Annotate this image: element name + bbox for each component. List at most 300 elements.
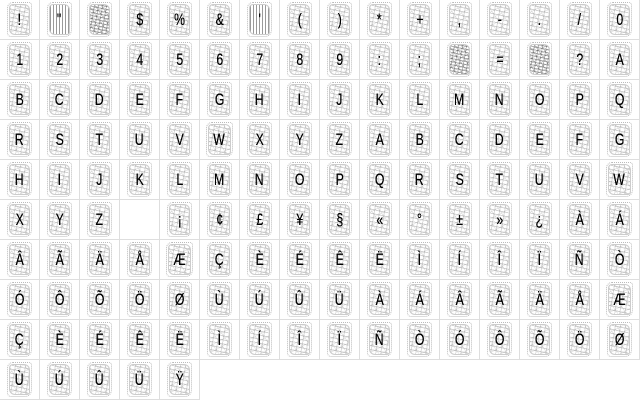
glyph-char: Ê xyxy=(135,330,144,349)
glyph-row xyxy=(0,280,640,320)
glyph-char: - xyxy=(497,10,502,29)
glyph-cell xyxy=(320,160,360,200)
glyph-block xyxy=(530,85,549,114)
glyph-cell xyxy=(120,240,160,280)
glyph-block xyxy=(530,45,549,74)
glyph-cell xyxy=(440,240,480,280)
glyph-block xyxy=(530,5,549,34)
glyph-char: Ô xyxy=(494,330,505,349)
glyph-row xyxy=(0,160,640,200)
glyph-char: I xyxy=(297,90,302,109)
glyph-char: W xyxy=(213,130,226,149)
glyph-cell xyxy=(80,280,120,320)
glyph-char: 7 xyxy=(256,50,263,69)
glyph-char: O xyxy=(294,170,305,189)
glyph-block xyxy=(410,85,429,114)
glyph-char: Í xyxy=(257,330,262,349)
glyph-char: Ø xyxy=(614,330,625,349)
glyph-char: 0 xyxy=(616,10,623,29)
glyph-cell xyxy=(160,120,200,160)
glyph-char: J xyxy=(96,170,103,189)
glyph-block xyxy=(90,125,109,154)
glyph-cell xyxy=(80,40,120,80)
glyph-char: P xyxy=(575,90,584,109)
glyph-char: ¢ xyxy=(216,210,223,229)
glyph-cell xyxy=(240,120,280,160)
glyph-block xyxy=(290,205,309,234)
glyph-char: À xyxy=(375,290,384,309)
glyph-cell xyxy=(560,80,600,120)
glyph-cell xyxy=(40,0,80,40)
glyph-block xyxy=(290,5,309,34)
glyph-char: É xyxy=(95,330,104,349)
glyph-row xyxy=(0,40,640,80)
glyph-cell xyxy=(440,0,480,40)
glyph-char: Õ xyxy=(534,330,545,349)
glyph-char: Î xyxy=(297,330,302,349)
glyph-cell xyxy=(0,0,40,40)
glyph-char: Ú xyxy=(55,370,64,389)
glyph-cell xyxy=(440,280,480,320)
glyph-char: 8 xyxy=(296,50,303,69)
glyph-block xyxy=(250,325,269,354)
glyph-cell xyxy=(360,160,400,200)
glyph-cell xyxy=(160,80,200,120)
glyph-block xyxy=(210,205,229,234)
glyph-block xyxy=(330,85,349,114)
glyph-cell xyxy=(40,360,80,400)
glyph-cell xyxy=(200,280,240,320)
glyph-block xyxy=(450,245,469,274)
glyph-block xyxy=(250,165,269,194)
glyph-char: Ÿ xyxy=(175,370,184,389)
glyph-cell xyxy=(240,280,280,320)
glyph-block xyxy=(450,285,469,314)
glyph-cell xyxy=(440,160,480,200)
glyph-block xyxy=(50,325,69,354)
glyph-cell xyxy=(80,200,120,240)
glyph-cell xyxy=(0,40,40,80)
glyph-block xyxy=(290,325,309,354)
glyph-char: V xyxy=(175,130,184,149)
glyph-block xyxy=(450,5,469,34)
glyph-block xyxy=(330,285,349,314)
glyph-char: & xyxy=(215,10,224,29)
glyph-cell xyxy=(280,120,320,160)
glyph-block xyxy=(50,165,69,194)
glyph-cell xyxy=(40,80,80,120)
glyph-cell xyxy=(200,120,240,160)
glyph-char: Ò xyxy=(414,330,425,349)
glyph-cell xyxy=(40,320,80,360)
glyph-char: Ó xyxy=(454,330,465,349)
glyph-char: £ xyxy=(256,210,263,229)
glyph-char: V xyxy=(575,170,584,189)
glyph-cell xyxy=(360,40,400,80)
glyph-char: Ö xyxy=(574,330,585,349)
glyph-char: Ü xyxy=(135,370,144,389)
glyph-char: I xyxy=(57,170,62,189)
glyph-char: G xyxy=(214,90,225,109)
glyph-char: Ì xyxy=(417,250,422,269)
glyph-char: § xyxy=(336,210,343,229)
glyph-block xyxy=(570,205,589,234)
glyph-cell xyxy=(440,80,480,120)
glyph-cell xyxy=(520,160,560,200)
glyph-block xyxy=(450,125,469,154)
glyph-cell xyxy=(40,240,80,280)
glyph-char: ¥ xyxy=(296,210,303,229)
glyph-cell xyxy=(600,200,640,240)
glyph-block xyxy=(609,165,629,194)
glyph-block xyxy=(610,325,629,354)
glyph-block xyxy=(490,245,509,274)
glyph-cell xyxy=(280,40,320,80)
glyph-block xyxy=(130,85,149,114)
glyph-cell xyxy=(160,240,200,280)
glyph-cell xyxy=(520,240,560,280)
glyph-cell xyxy=(280,0,320,40)
glyph-block xyxy=(210,45,229,74)
glyph-cell xyxy=(480,80,520,120)
glyph-block xyxy=(490,85,509,114)
empty-glyph-cell xyxy=(120,200,160,240)
glyph-cell xyxy=(160,360,200,400)
glyph-char: K xyxy=(135,170,144,189)
glyph-block xyxy=(10,165,29,194)
glyph-cell xyxy=(480,160,520,200)
glyph-block xyxy=(10,325,29,354)
glyph-cell xyxy=(320,280,360,320)
glyph-char: = xyxy=(495,50,504,69)
glyph-block xyxy=(370,165,389,194)
glyph-block xyxy=(330,205,349,234)
glyph-cell xyxy=(320,240,360,280)
glyph-block xyxy=(370,45,389,74)
glyph-block xyxy=(290,165,309,194)
glyph-cell xyxy=(320,200,360,240)
glyph-cell xyxy=(360,240,400,280)
glyph-cell xyxy=(440,120,480,160)
glyph-block xyxy=(610,245,629,274)
glyph-block xyxy=(530,165,549,194)
glyph-cell xyxy=(0,360,40,400)
glyph-char: ¡ xyxy=(177,210,182,229)
glyph-char: Á xyxy=(415,290,424,309)
glyph-block xyxy=(410,325,429,354)
glyph-cell xyxy=(480,0,520,40)
glyph-block xyxy=(490,165,509,194)
glyph-cell xyxy=(40,280,80,320)
glyph-block xyxy=(530,325,549,354)
glyph-block xyxy=(410,205,429,234)
glyph-block xyxy=(90,45,109,74)
glyph-cell xyxy=(120,160,160,200)
glyph-block xyxy=(210,285,229,314)
glyph-char: « xyxy=(376,210,383,229)
glyph-cell xyxy=(240,240,280,280)
glyph-cell xyxy=(560,40,600,80)
glyph-block xyxy=(250,285,269,314)
glyph-block xyxy=(490,325,509,354)
glyph-char: Ç xyxy=(215,250,224,269)
glyph-block xyxy=(170,325,189,354)
glyph-cell xyxy=(160,280,200,320)
glyph-char: Â xyxy=(455,290,464,309)
glyph-char: Ë xyxy=(175,330,184,349)
glyph-char: M xyxy=(454,90,465,109)
glyph-char: S xyxy=(55,130,64,149)
glyph-char: * xyxy=(377,10,382,29)
glyph-cell xyxy=(520,0,560,40)
glyph-block xyxy=(170,85,189,114)
glyph-cell xyxy=(520,280,560,320)
glyph-char: U xyxy=(135,130,144,149)
glyph-block xyxy=(330,325,349,354)
glyph-block xyxy=(370,205,389,234)
glyph-row xyxy=(0,360,640,400)
glyph-block xyxy=(10,365,29,394)
glyph-cell xyxy=(200,160,240,200)
glyph-block xyxy=(50,85,69,114)
glyph-char: Æ xyxy=(173,250,186,269)
glyph-block xyxy=(330,125,349,154)
glyph-cell xyxy=(80,160,120,200)
glyph-block xyxy=(530,205,549,234)
glyph-char: D xyxy=(495,130,504,149)
glyph-char: Ï xyxy=(337,330,342,349)
glyph-char: Y xyxy=(295,130,304,149)
glyph-block xyxy=(250,125,269,154)
glyph-char: F xyxy=(175,90,184,109)
glyph-cell xyxy=(0,160,40,200)
glyph-block xyxy=(570,245,589,274)
glyph-cell xyxy=(320,120,360,160)
glyph-cell xyxy=(80,360,120,400)
glyph-block xyxy=(370,245,389,274)
glyph-char: E xyxy=(135,90,144,109)
glyph-block xyxy=(490,285,509,314)
glyph-char: 4 xyxy=(136,50,143,69)
glyph-row xyxy=(0,200,640,240)
glyph-cell xyxy=(80,0,120,40)
glyph-cell xyxy=(480,120,520,160)
glyph-cell xyxy=(520,40,560,80)
glyph-block xyxy=(490,125,509,154)
glyph-char: ! xyxy=(17,10,22,29)
glyph-cell xyxy=(440,200,480,240)
glyph-cell xyxy=(160,320,200,360)
glyph-block xyxy=(50,245,69,274)
glyph-cell xyxy=(600,0,640,40)
glyph-block xyxy=(530,245,549,274)
glyph-cell xyxy=(480,240,520,280)
glyph-char: O xyxy=(534,90,545,109)
glyph-char: 3 xyxy=(96,50,103,69)
glyph-block xyxy=(170,125,189,154)
glyph-block xyxy=(50,205,69,234)
glyph-cell xyxy=(560,320,600,360)
glyph-block xyxy=(130,365,149,394)
glyph-block xyxy=(570,325,589,354)
glyph-char: À xyxy=(575,210,584,229)
glyph-cell xyxy=(360,200,400,240)
glyph-block xyxy=(370,5,389,34)
glyph-cell xyxy=(240,160,280,200)
glyph-block xyxy=(410,285,429,314)
glyph-cell xyxy=(360,320,400,360)
glyph-row xyxy=(0,320,640,360)
glyph-char: R xyxy=(15,130,24,149)
glyph-block xyxy=(130,245,149,274)
glyph-block xyxy=(490,5,509,34)
glyph-cell xyxy=(400,40,440,80)
glyph-char: D xyxy=(95,90,104,109)
glyph-block xyxy=(610,205,629,234)
glyph-cell xyxy=(280,200,320,240)
glyph-cell xyxy=(480,200,520,240)
glyph-char: : xyxy=(377,50,382,69)
glyph-block xyxy=(250,245,269,274)
glyph-cell xyxy=(400,280,440,320)
glyph-block xyxy=(50,5,69,34)
glyph-block xyxy=(490,45,509,74)
glyph-char: 5 xyxy=(176,50,183,69)
glyph-char: Ä xyxy=(535,290,544,309)
glyph-cell xyxy=(400,160,440,200)
glyph-cell xyxy=(120,320,160,360)
glyph-cell xyxy=(520,80,560,120)
glyph-char: Ú xyxy=(255,290,264,309)
glyph-block xyxy=(50,45,69,74)
glyph-block xyxy=(410,5,429,34)
glyph-char: T xyxy=(495,170,504,189)
glyph-char: Í xyxy=(457,250,462,269)
glyph-char: W xyxy=(613,170,626,189)
glyph-row xyxy=(0,240,640,280)
glyph-block xyxy=(330,5,349,34)
glyph-char: 9 xyxy=(336,50,343,69)
glyph-cell xyxy=(560,0,600,40)
glyph-cell xyxy=(80,120,120,160)
glyph-block xyxy=(90,325,109,354)
glyph-cell xyxy=(280,80,320,120)
glyph-block xyxy=(410,165,429,194)
glyph-block xyxy=(170,205,189,234)
glyph-cell xyxy=(320,40,360,80)
glyph-cell xyxy=(600,240,640,280)
glyph-block xyxy=(610,85,629,114)
glyph-cell xyxy=(240,200,280,240)
glyph-char: A xyxy=(615,50,624,69)
glyph-char: E xyxy=(535,130,544,149)
glyph-block xyxy=(450,165,469,194)
glyph-char: X xyxy=(15,210,24,229)
glyph-char: Ñ xyxy=(375,330,384,349)
glyph-block xyxy=(610,45,629,74)
glyph-cell xyxy=(160,200,200,240)
glyph-cell xyxy=(480,320,520,360)
glyph-cell xyxy=(400,240,440,280)
glyph-char: Å xyxy=(135,250,144,269)
glyph-char: Á xyxy=(615,210,624,229)
glyph-char: R xyxy=(415,170,424,189)
glyph-block xyxy=(130,325,149,354)
glyph-char: G xyxy=(614,130,625,149)
glyph-block xyxy=(10,205,29,234)
glyph-block xyxy=(10,245,29,274)
glyph-char: ' xyxy=(258,10,261,29)
glyph-char: ° xyxy=(417,210,422,229)
glyph-row xyxy=(0,120,640,160)
glyph-block xyxy=(570,45,589,74)
glyph-char: Q xyxy=(614,90,625,109)
glyph-block xyxy=(370,285,389,314)
glyph-cell xyxy=(200,40,240,80)
glyph-cell xyxy=(400,120,440,160)
glyph-char: Ñ xyxy=(575,250,584,269)
glyph-char: Q xyxy=(374,170,385,189)
glyph-block xyxy=(370,85,389,114)
glyph-char: " xyxy=(57,10,62,29)
glyph-cell xyxy=(560,200,600,240)
glyph-char: 6 xyxy=(216,50,223,69)
glyph-char: Â xyxy=(15,250,24,269)
glyph-cell xyxy=(160,40,200,80)
glyph-cell xyxy=(560,160,600,200)
glyph-cell xyxy=(360,280,400,320)
glyph-block xyxy=(170,45,189,74)
glyph-block xyxy=(10,45,29,74)
glyph-cell xyxy=(160,0,200,40)
glyph-char: Ã xyxy=(55,250,64,269)
glyph-block xyxy=(90,165,109,194)
glyph-block xyxy=(90,285,109,314)
glyph-cell xyxy=(240,0,280,40)
glyph-cell xyxy=(120,0,160,40)
glyph-cell xyxy=(440,40,480,80)
glyph-char: Ù xyxy=(215,290,224,309)
glyph-block xyxy=(410,125,429,154)
glyph-cell xyxy=(400,0,440,40)
glyph-block xyxy=(570,125,589,154)
glyph-cell xyxy=(560,240,600,280)
glyph-cell xyxy=(80,240,120,280)
glyph-char: Û xyxy=(295,290,304,309)
glyph-char: N xyxy=(255,170,264,189)
glyph-char: Î xyxy=(497,250,502,269)
glyph-char: H xyxy=(255,90,264,109)
glyph-block xyxy=(170,285,189,314)
glyph-cell xyxy=(360,0,400,40)
glyph-block xyxy=(130,165,149,194)
glyph-block xyxy=(610,125,629,154)
glyph-block xyxy=(169,245,190,274)
glyph-cell xyxy=(360,120,400,160)
glyph-char: Ò xyxy=(614,250,625,269)
glyph-block xyxy=(290,85,309,114)
glyph-block xyxy=(570,85,589,114)
glyph-char: A xyxy=(375,130,384,149)
glyph-char: È xyxy=(255,250,264,269)
glyph-char: Ü xyxy=(335,290,344,309)
glyph-cell xyxy=(280,280,320,320)
glyph-block xyxy=(450,85,469,114)
glyph-block xyxy=(250,205,269,234)
glyph-block xyxy=(50,125,69,154)
glyph-block xyxy=(210,245,229,274)
glyph-cell xyxy=(0,280,40,320)
